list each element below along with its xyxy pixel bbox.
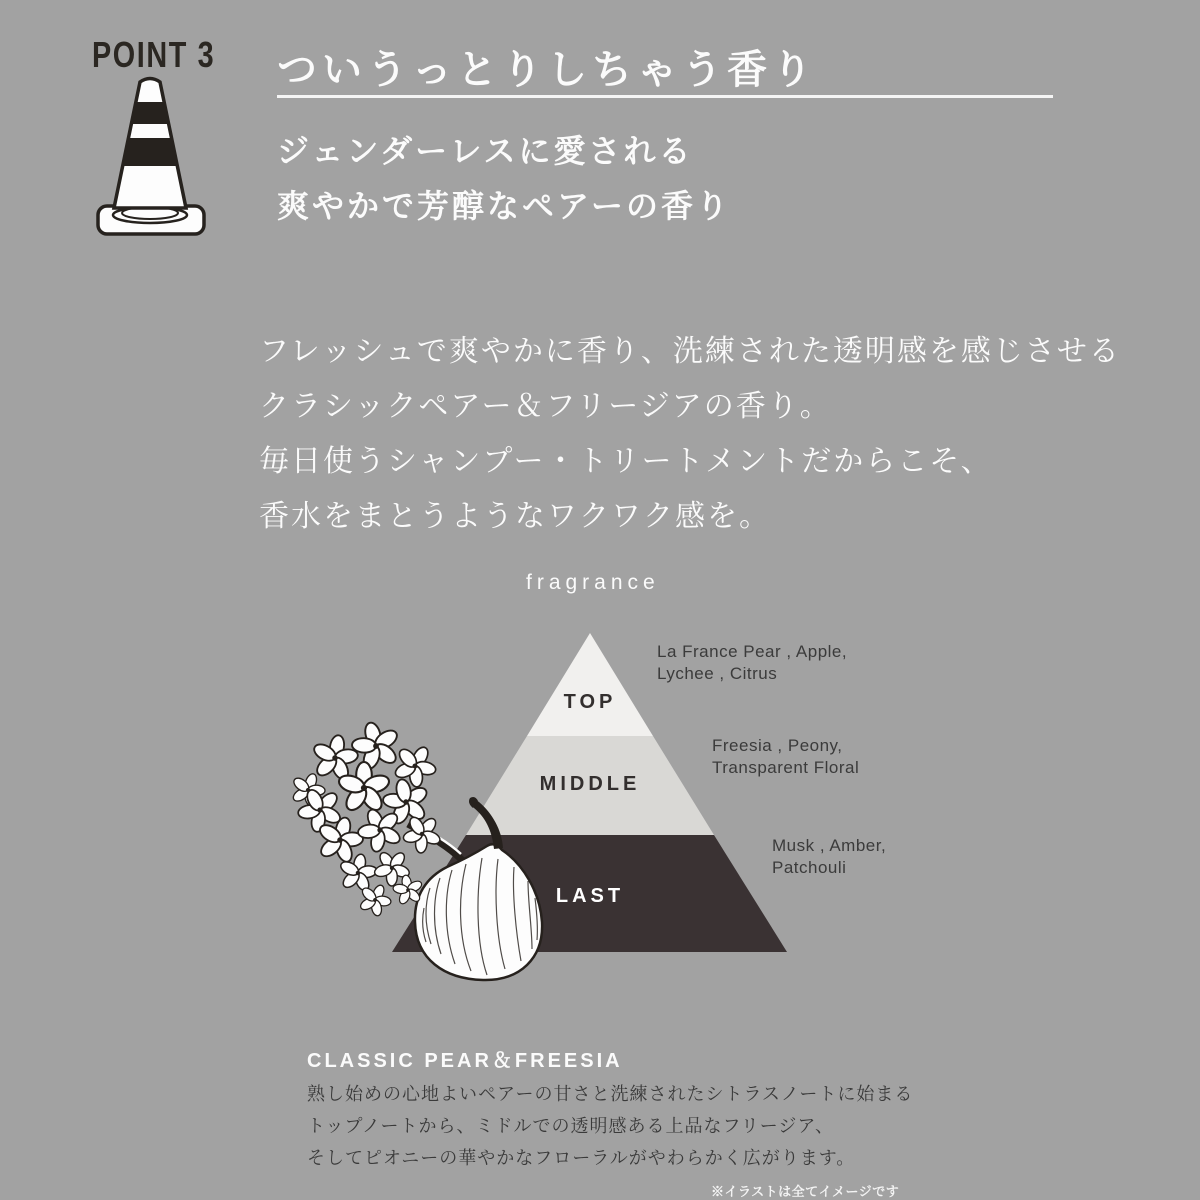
subtitle-line-1: ジェンダーレスに愛される: [277, 133, 694, 169]
tier-label-middle: MIDDLE: [539, 773, 641, 795]
title-underline: [277, 95, 1053, 98]
scent-description-line: そしてピオニーの華やかなフローラルがやわらかく広がります。: [307, 1148, 856, 1168]
middle-notes-line: Freesia , Peony,: [712, 736, 843, 755]
middle-notes-line: Transparent Floral: [712, 758, 860, 777]
scent-description-line: トップノートから、ミドルでの透明感ある上品なフリージア、: [307, 1116, 834, 1136]
scent-description: [307, 1078, 913, 1174]
intro-line: 毎日使うシャンプー・トリートメントだからこそ、: [259, 445, 993, 478]
last-notes-line: Patchouli: [772, 858, 847, 877]
intro-line: フレッシュで爽やかに香り、洗練された透明感を感じさせる: [259, 335, 1121, 368]
point-label: POINT 3: [92, 34, 216, 75]
middle-notes: [712, 735, 859, 779]
last-notes: [772, 835, 886, 879]
intro-line: クラシックペアー＆フリージアの香り。: [259, 390, 832, 423]
subtitle-line-2: 爽やかで芳醇なペアーの香り: [277, 188, 732, 224]
last-notes-line: Musk , Amber,: [772, 836, 887, 855]
intro-paragraph: [259, 324, 1121, 544]
traffic-cone-icon: [92, 74, 218, 238]
fragrance-chart-label: fragrance: [526, 571, 660, 594]
scent-name-heading: CLASSIC PEAR＆FREESIA: [307, 1050, 623, 1072]
top-notes: [657, 641, 847, 685]
pear-and-freesia-illustration: [280, 718, 570, 1018]
top-notes-line: La France Pear , Apple,: [657, 642, 848, 661]
tier-label-last: LAST: [555, 885, 625, 907]
disclaimer-note: ※イラストは全てイメージです: [711, 1184, 900, 1199]
intro-line: 香水をまとうようなワクワク感を。: [259, 500, 771, 533]
scent-description-line: 熟し始めの心地よいペアーの甘さと洗練されたシトラスノートに始まる: [307, 1084, 914, 1104]
section-title: ついうっとりしちゃう香り: [277, 48, 817, 92]
tier-label-top: TOP: [563, 691, 617, 713]
top-notes-line: Lychee , Citrus: [657, 664, 778, 683]
